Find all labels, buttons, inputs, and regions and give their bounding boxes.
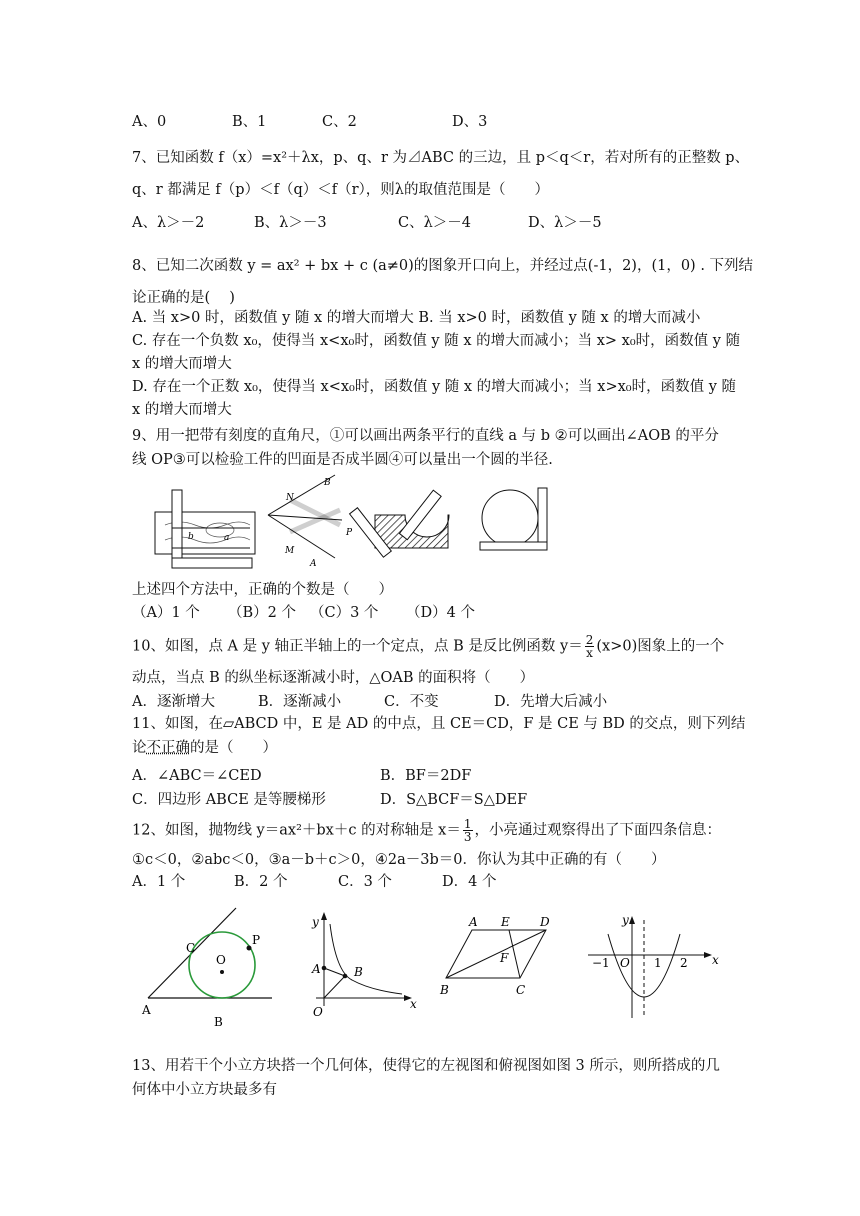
q10-fraction <box>585 634 595 659</box>
q12-fraction <box>463 818 473 843</box>
q9-option-d: （D）4 个 <box>406 605 475 621</box>
q9-option-c: （C）3 个 <box>310 605 379 621</box>
fig2-label-O: O <box>313 1005 323 1019</box>
fig1-label-A: A <box>142 1003 151 1017</box>
q10-line1-a: 10、如图，点 A 是 y 轴正半轴上的一个定点，点 B 是反比例函数 y＝ <box>132 638 583 655</box>
q6-option-b: B、1 <box>232 114 267 130</box>
fig3-label-E: E <box>501 915 510 929</box>
q11-option-d: D．S△BCF＝S△DEF <box>380 792 528 808</box>
q9-line2: 线 OP③可以检验工件的凹面是否成半圆④可以量出一个圆的半径. <box>132 452 553 468</box>
q8-option-d1: D. 存在一个正数 x₀，使得当 x<x₀时，函数值 y 随 x 的增大而减小；当 x>x₀时，函数值 y 随 <box>132 379 736 395</box>
fig2-label-B: B <box>354 965 363 979</box>
fig4-label-minus1: −1 <box>592 956 610 970</box>
q12-line1-a: 12、如图，抛物线 y＝ax²＋bx＋c 的对称轴是 x＝ <box>132 822 461 839</box>
q10-line2: 动点，当点 B 的纵坐标逐渐减小时，△OAB 的面积将（ ） <box>132 670 535 686</box>
fig3-label-A: A <box>469 915 478 929</box>
q12-option-a: A．1 个 <box>132 874 186 890</box>
q9-fig1 <box>155 490 255 568</box>
q9-fig1-label-b: b <box>188 532 194 542</box>
q12-frac-num: 1 <box>463 817 472 831</box>
fig2-label-x: x <box>410 997 417 1011</box>
q8-option-a: A. 当 x>0 时，函数值 y 随 x 的增大而增大 B. 当 x>0 时，函数值 y 随 x 的增大而减小 <box>132 310 701 326</box>
q7-option-a: A、λ＞－2 <box>132 215 205 231</box>
q10-option-c: C．不变 <box>384 694 439 710</box>
q10-frac-num: 2 <box>585 633 594 647</box>
q9-option-b: （B）2 个 <box>228 605 296 621</box>
q9-fig2 <box>268 475 353 569</box>
q9-figures <box>150 470 560 580</box>
fig4-label-y: y <box>622 913 629 927</box>
fig2-label-y: y <box>312 915 319 929</box>
fig1-label-O: O <box>216 953 226 967</box>
q8-option-c2: x 的增大而增大 <box>132 356 232 372</box>
q8-option-c1: C. 存在一个负数 x₀，使得当 x<x₀时，函数值 y 随 x 的增大而减小；当 x> x₀时，函数值 y 随 <box>132 333 741 349</box>
fig4-label-x: x <box>712 953 719 967</box>
q11-option-a: A．∠ABC＝∠CED <box>132 768 262 784</box>
q12-frac-den: 3 <box>463 830 472 844</box>
q6-option-a: A、0 <box>132 114 167 130</box>
q10-12-figures <box>140 900 730 1030</box>
fig1-label-B: B <box>214 1015 223 1029</box>
q11-option-b: B．BF＝2DF <box>380 768 472 784</box>
q9-fig3 <box>350 490 449 557</box>
q9-fig2-label-B: B <box>324 478 331 488</box>
fig-parabola <box>588 913 719 1018</box>
fig1-label-P: P <box>252 933 261 947</box>
fig-tangent-circle <box>141 908 272 1029</box>
q10-option-d: D．先增大后减小 <box>494 694 608 710</box>
q12-option-c: C．3 个 <box>338 874 392 890</box>
q11-line2-a: 论 <box>132 740 147 756</box>
q6-option-d: D、3 <box>452 114 488 130</box>
q7-option-d: D、λ＞－5 <box>528 215 602 231</box>
q11-line2-c: 的是（ ） <box>190 740 277 756</box>
fig3-label-F: F <box>500 951 509 965</box>
q7-option-c: C、λ＞－4 <box>398 215 472 231</box>
q12-option-d: D．4 个 <box>442 874 497 890</box>
fig3-label-C: C <box>516 983 526 997</box>
q10-option-b: B．逐渐减小 <box>258 694 342 710</box>
fig2-label-A: A <box>312 962 321 976</box>
q6-option-c: C、2 <box>322 114 357 130</box>
q12-line2: ①c＜0，②abc＜0，③a－b＋c＞0，④2a－3b＝0．你认为其中正确的有（ ） <box>132 852 666 868</box>
q9-fig2-label-A: A <box>310 559 317 569</box>
q9-fig1-label-a: a <box>224 533 230 543</box>
q9-fig2-label-M: M <box>285 546 295 556</box>
fig3-label-D: D <box>540 915 550 929</box>
q13-line1: 13、用若干个小立方块搭一个几何体，使得它的左视图和俯视图如图 3 所示，则所搭成的几 <box>132 1058 720 1074</box>
q13-line2: 何体中小立方块最多有 <box>132 1082 277 1098</box>
q9-option-a: （A）1 个 <box>132 605 200 621</box>
q11-emphasis: 不正确 <box>146 740 190 756</box>
q9-fig4 <box>480 488 547 550</box>
q8-line1: 8、已知二次函数 y = ax² + bx + c (a≠0)的图象开口向上，并经过点(-1，2)，(1，0) . 下列结 <box>132 258 754 274</box>
q11-line2 <box>132 738 277 758</box>
q12-line1 <box>132 818 721 843</box>
fig1-label-C: C <box>186 941 196 955</box>
fig4-label-1: 1 <box>654 956 662 970</box>
fig4-label-2: 2 <box>680 956 688 970</box>
q11-line1: 11、如图，在▱ABCD 中，E 是 AD 的中点，且 CE＝CD，F 是 CE 与 BD 的交点，则下列结 <box>132 716 746 732</box>
q12-option-b: B．2 个 <box>234 874 288 890</box>
q12-line1-b: ，小亮通过观察得出了下面四条信息： <box>474 822 722 839</box>
q9-fig2-label-P: P <box>346 528 353 538</box>
q9-fig2-label-N: N <box>286 493 294 503</box>
q7-line1: 7、已知函数 f（x）=x²＋λx，p、q、r 为⊿ABC 的三边，且 p＜q＜r，若对所有的正整数 p、 <box>132 150 750 166</box>
q10-line1-b: (x>0)图象上的一个 <box>596 638 725 655</box>
q10-line1 <box>132 634 724 659</box>
fig3-label-B: B <box>440 983 449 997</box>
q8-option-d2: x 的增大而增大 <box>132 402 232 418</box>
q7-option-b: B、λ＞－3 <box>254 215 327 231</box>
q9-line3: 上述四个方法中，正确的个数是（ ） <box>132 582 393 598</box>
fig-hyperbola <box>311 912 417 1019</box>
q10-frac-den: x <box>586 646 593 660</box>
q10-option-a: A．逐渐增大 <box>132 694 215 710</box>
q9-line1: 9、用一把带有刻度的直角尺，①可以画出两条平行的直线 a 与 b ②可以画出∠AOB 的平分 <box>132 428 719 444</box>
q11-option-c: C．四边形 ABCE 是等腰梯形 <box>132 792 326 808</box>
fig-parallelogram <box>439 915 550 997</box>
q7-line2: q、r 都满足 f（p）＜f（q）＜f（r），则λ的取值范围是（ ） <box>132 182 549 198</box>
fig4-label-O: O <box>620 956 630 970</box>
q8-line2: 论正确的是( ) <box>132 290 235 306</box>
